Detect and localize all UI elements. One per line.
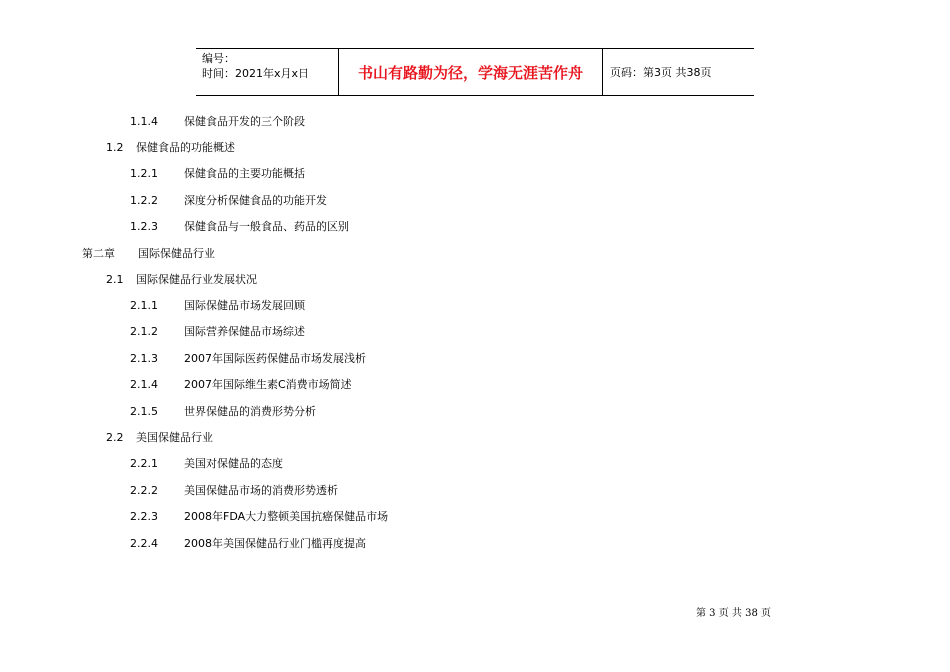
toc-entry (130, 194, 327, 208)
toc-entry (106, 141, 235, 155)
toc-entry (130, 405, 316, 419)
toc-title: 世界保健品的消费形势分析 (184, 405, 316, 418)
toc-title: 保健食品的主要功能概括 (184, 167, 305, 180)
toc-number: 2.2.2 (130, 484, 158, 497)
toc-number: 2.1.3 (130, 352, 158, 365)
toc-entry (130, 484, 338, 498)
toc-title: 2008年美国保健品行业门槛再度提高 (184, 537, 366, 550)
header-motto: 书山有路勤为径，学海无涯苦作舟 (339, 49, 603, 95)
toc-entry (106, 431, 213, 445)
toc-number: 2.1 (106, 273, 124, 286)
toc-number: 2.1.1 (130, 299, 158, 312)
toc-entry (130, 352, 366, 366)
toc-title: 国际保健品行业 (138, 247, 215, 260)
toc-number: 第二章 (82, 247, 115, 260)
toc-number: 2.1.4 (130, 378, 158, 391)
toc-entry (130, 537, 366, 551)
toc-number: 2.2.4 (130, 537, 158, 550)
toc-number: 1.2.2 (130, 194, 158, 207)
toc-title: 美国对保健品的态度 (184, 457, 283, 470)
time-label: 时间：2021年x月x日 (202, 67, 310, 80)
toc-entry (130, 457, 283, 471)
toc-title: 2008年FDA大力整顿美国抗癌保健品市场 (184, 510, 389, 523)
page-header (196, 48, 754, 96)
toc-entry (130, 510, 388, 524)
toc-title: 美国保健品行业 (136, 431, 213, 444)
toc-number: 1.2.1 (130, 167, 158, 180)
toc-title: 2007年国际医药保健品市场发展浅析 (184, 352, 366, 365)
toc-title: 保健食品开发的三个阶段 (184, 115, 305, 128)
page-footer: 第 3 页 共 38 页 (696, 608, 771, 619)
toc-title: 保健食品的功能概述 (136, 141, 235, 154)
toc-entry (130, 220, 349, 234)
toc-title: 深度分析保健食品的功能开发 (184, 194, 327, 207)
header-page-code: 页码：第3页 共38页 (610, 66, 712, 79)
toc-entry (130, 325, 305, 339)
toc-title: 国际保健品市场发展回顾 (184, 299, 305, 312)
toc-number: 2.2.1 (130, 457, 158, 470)
header-meta-cell (196, 49, 339, 95)
toc-number: 1.2.3 (130, 220, 158, 233)
toc-number: 2.2 (106, 431, 124, 444)
toc-entry (106, 273, 257, 287)
toc-chapter (82, 247, 215, 261)
toc-number: 2.1.5 (130, 405, 158, 418)
toc-title: 2007年国际维生素C消费市场简述 (184, 378, 352, 391)
toc-title: 国际营养保健品市场综述 (184, 325, 305, 338)
toc-entry (130, 167, 305, 181)
toc-number: 2.1.2 (130, 325, 158, 338)
toc-number: 1.1.4 (130, 115, 158, 128)
toc-entry (130, 299, 305, 313)
toc-title: 国际保健品行业发展状况 (136, 273, 257, 286)
toc-title: 美国保健品市场的消费形势透析 (184, 484, 338, 497)
toc-entry (130, 115, 305, 129)
toc-entry (130, 378, 352, 392)
toc-number: 2.2.3 (130, 510, 158, 523)
toc-number: 1.2 (106, 141, 124, 154)
serial-label: 编号： (202, 52, 235, 65)
toc-title: 保健食品与一般食品、药品的区别 (184, 220, 349, 233)
